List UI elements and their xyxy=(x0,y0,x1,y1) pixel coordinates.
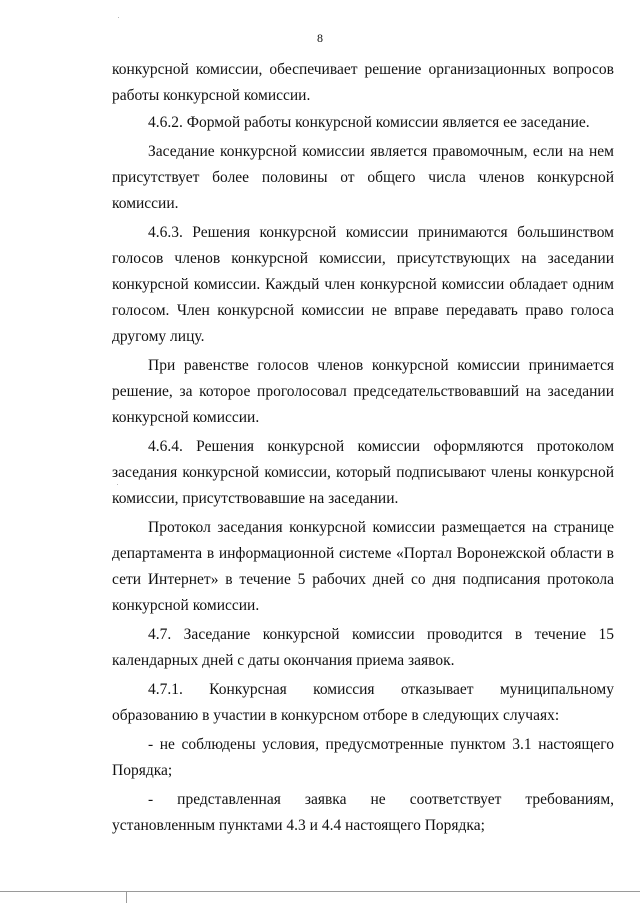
paragraph-4-6-4: 4.6.4. Решения конкурсной комиссии оформляются протоколом заседания конкурсной комиссии, который подписывают члены конкурсной комиссии, присутствовавшие на заседании. xyxy=(112,438,614,507)
paragraph-continuation: конкурсной комиссии, обеспечивает решение организационных вопросов работы конкурсной комиссии. xyxy=(112,61,614,104)
paragraph-4-6-3: 4.6.3. Решения конкурсной комиссии принимаются большинством голосов членов конкурсной комиссии, присутствующих на заседании конкурсной комиссии. Каждый член конкурсной комиссии обладает одним голосом. Член конкурсной комиссии не вправе передавать право голоса другому лицу. xyxy=(112,224,614,345)
document-body xyxy=(112,57,614,839)
scan-speck xyxy=(118,17,119,18)
paragraph-tie-vote: При равенстве голосов членов конкурсной комиссии принимается решение, за которое проголосовал председательствовавший на заседании конкурсной комиссии. xyxy=(112,357,614,426)
paragraph-protocol-publication: Протокол заседания конкурсной комиссии размещается на странице департамента в информационной системе «Портал Воронежской области в сети Интернет» в течение 5 рабочих дней со дня подписания протокола конкурсной комиссии. xyxy=(112,519,614,614)
scan-edge-tick xyxy=(126,891,127,903)
scan-bottom-edge-line xyxy=(0,891,640,892)
paragraph-quorum: Заседание конкурсной комиссии является правомочным, если на нем присутствует более половины от общего числа членов конкурсной комиссии. xyxy=(112,143,614,212)
paragraph-4-6-2: 4.6.2. Формой работы конкурсной комиссии является ее заседание. xyxy=(148,114,590,131)
paragraph-4-7-1: 4.7.1. Конкурсная комиссия отказывает муниципальному образованию в участии в конкурсном отборе в следующих случаях: xyxy=(112,681,614,724)
scan-speck xyxy=(117,484,118,485)
paragraph-4-7: 4.7. Заседание конкурсной комиссии проводится в течение 15 календарных дней с даты окончания приема заявок. xyxy=(112,626,614,669)
list-item-condition-3-1: - не соблюдены условия, предусмотренные пунктом 3.1 настоящего Порядка; xyxy=(112,736,614,779)
list-item-requirements-4-3-4-4: - представленная заявка не соответствует требованиям, установленным пунктами 4.3 и 4.4 настоящего Порядка; xyxy=(112,791,614,834)
page-number: 8 xyxy=(317,31,323,45)
